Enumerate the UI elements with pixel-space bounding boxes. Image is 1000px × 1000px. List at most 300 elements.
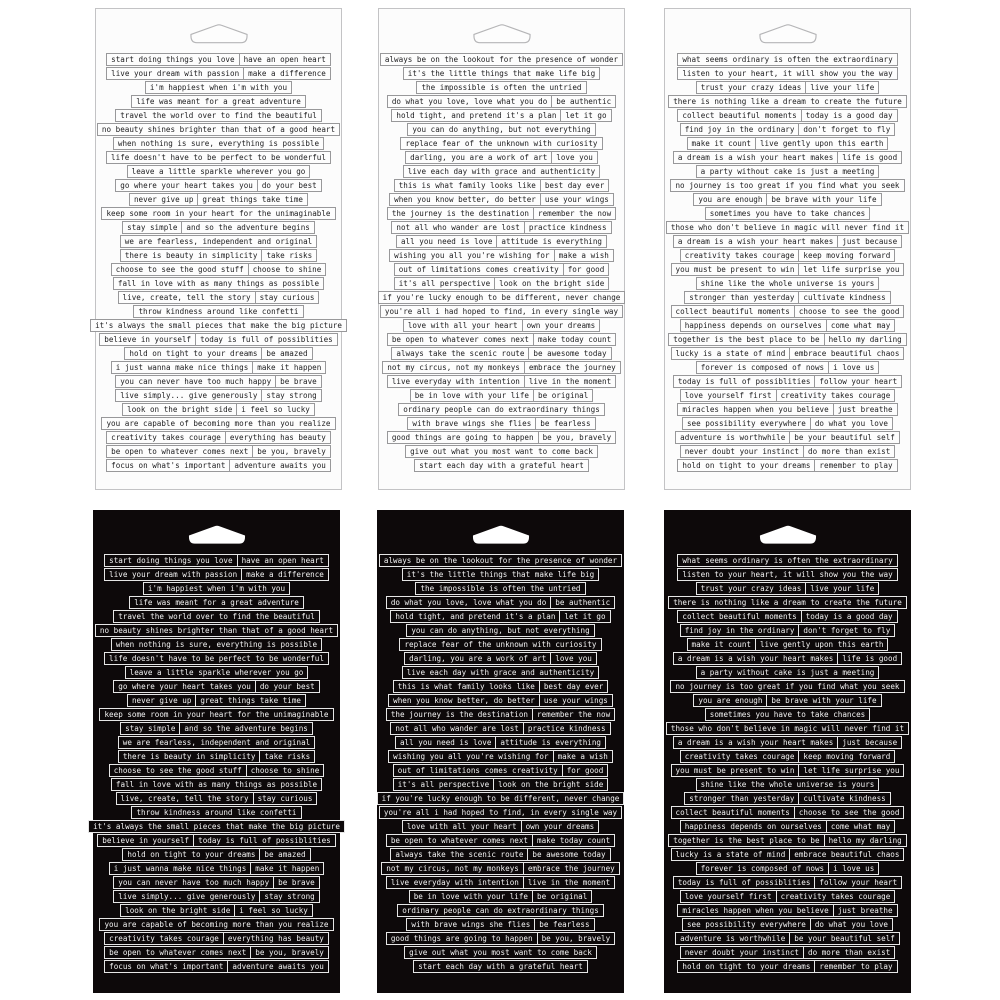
phrase-sticker: stay curious	[253, 792, 318, 805]
phrase-row	[664, 820, 911, 833]
phrase-row	[664, 946, 911, 959]
phrase-row	[379, 67, 624, 80]
phrase-row	[377, 638, 624, 651]
phrase-row	[96, 249, 341, 262]
phrase-sticker: it's the little things that make life big	[402, 568, 599, 581]
phrase-row	[93, 652, 340, 665]
phrase-row	[93, 876, 340, 889]
phrase-row	[664, 582, 911, 595]
phrase-sticker: live in the moment	[523, 876, 615, 889]
phrase-sticker: we are fearless, independent and original	[118, 736, 315, 749]
phrase-sticker: believe in yourself	[99, 333, 196, 346]
phrase-sticker: stay strong	[261, 389, 321, 402]
phrase-sticker: follow your heart	[814, 876, 902, 889]
euro-slot-hang-hole-icon	[188, 523, 246, 545]
phrase-sticker: be awesome today	[528, 347, 611, 360]
phrase-sticker: there is beauty in simplicity	[118, 750, 261, 763]
phrase-row	[93, 946, 340, 959]
phrase-sticker: collect beautiful moments	[677, 109, 801, 122]
phrase-sticker: you are enough	[693, 694, 767, 707]
phrase-row	[664, 792, 911, 805]
phrase-row	[664, 666, 911, 679]
phrase-row	[665, 361, 910, 374]
phrase-row	[96, 53, 341, 66]
phrase-row	[377, 554, 624, 567]
phrase-sticker: stay strong	[259, 890, 319, 903]
phrase-sticker: today is full of possiblities	[193, 834, 336, 847]
phrase-sticker: collect beautiful moments	[677, 610, 801, 623]
phrase-row	[96, 361, 341, 374]
phrase-row	[379, 389, 624, 402]
phrase-sticker: look on the bright side	[120, 904, 235, 917]
phrase-sticker: miracles happen when you believe	[677, 904, 833, 917]
sticker-sheet-black-3	[664, 510, 911, 993]
phrase-row	[665, 277, 910, 290]
phrase-sticker: forever is composed of nows	[696, 862, 829, 875]
phrase-sticker: be awesome today	[527, 848, 610, 861]
phrase-sticker: you're all i had hoped to find, in every single way	[380, 305, 623, 318]
phrase-row	[664, 652, 911, 665]
euro-slot-hang-hole-icon	[759, 22, 817, 44]
phrase-row	[379, 305, 624, 318]
phrase-sticker: it's always the small pieces that make the big picture	[90, 319, 347, 332]
phrase-sticker: be brave	[273, 876, 320, 889]
phrase-sticker: be open to whatever comes next	[104, 946, 251, 959]
phrase-sticker: there is nothing like a dream to create the future	[668, 596, 907, 609]
phrase-row	[377, 918, 624, 931]
phrase-row	[96, 109, 341, 122]
phrase-sticker: you can do anything, but not everything	[406, 624, 594, 637]
phrase-sticker: not all who wander are lost	[391, 221, 524, 234]
phrase-sticker: embrace beautiful chaos	[789, 347, 904, 360]
phrase-sticker: for good	[562, 764, 609, 777]
phrase-sticker: it's all perspective	[394, 277, 495, 290]
phrase-sticker: make it count	[687, 137, 756, 150]
euro-slot-hang-hole-icon	[472, 523, 530, 545]
phrase-row	[377, 722, 624, 735]
phrase-sticker: be in love with your life	[410, 389, 534, 402]
phrase-row	[379, 207, 624, 220]
phrase-sticker: just because	[837, 736, 902, 749]
phrase-row	[665, 389, 910, 402]
phrase-sticker: today is a good day	[801, 109, 898, 122]
phrase-row	[377, 596, 624, 609]
phrase-sticker: be you, bravely	[538, 431, 617, 444]
euro-slot-hang-hole-icon	[190, 22, 248, 44]
phrase-sticker: live simply... give generously	[115, 389, 262, 402]
phrase-row	[377, 862, 624, 875]
phrase-row	[96, 333, 341, 346]
phrase-sticker: hold tight, and pretend it's a plan	[391, 109, 561, 122]
phrase-row	[96, 165, 341, 178]
phrase-sticker: choose to see the good stuff	[111, 263, 249, 276]
phrase-row	[379, 263, 624, 276]
phrase-sticker: collect beautiful moments	[671, 305, 795, 318]
phrase-row	[665, 291, 910, 304]
phrase-row	[664, 708, 911, 721]
phrase-rows	[665, 44, 910, 472]
phrase-sticker: if you're lucky enough to be different, never change	[378, 291, 626, 304]
phrase-sticker: just breathe	[833, 403, 898, 416]
phrase-sticker: what seems ordinary is often the extraordinary	[677, 53, 897, 66]
phrase-row	[93, 610, 340, 623]
euro-slot-hang-hole-icon	[473, 22, 531, 44]
phrase-sticker: everything has beauty	[225, 431, 331, 444]
phrase-row	[664, 848, 911, 861]
phrase-sticker: adventure awaits you	[227, 960, 328, 973]
phrase-row	[664, 694, 911, 707]
phrase-sticker: out of limitations comes creativity	[394, 263, 564, 276]
phrase-sticker: lucky is a state of mind	[671, 848, 791, 861]
phrase-row	[379, 235, 624, 248]
phrase-sticker: listen to your heart, it will show you the way	[677, 568, 897, 581]
phrase-sticker: look on the bright side	[494, 277, 609, 290]
phrase-sticker: life is good	[837, 151, 902, 164]
phrase-row	[379, 333, 624, 346]
phrase-row	[93, 820, 340, 833]
phrase-sticker: live each day with grace and authenticity	[403, 165, 600, 178]
phrase-sticker: do what you love, love what you do	[386, 596, 551, 609]
phrase-sticker: a party without cake is just a meeting	[696, 165, 880, 178]
phrase-sticker: choose to shine	[248, 263, 327, 276]
phrase-rows	[96, 44, 341, 472]
phrase-row	[664, 610, 911, 623]
phrase-sticker: with brave wings she flies	[406, 918, 535, 931]
phrase-sticker: i'm happiest when i'm with you	[143, 582, 290, 595]
phrase-sticker: use your wings	[539, 694, 613, 707]
phrase-row	[379, 137, 624, 150]
phrase-row	[96, 193, 341, 206]
phrase-sticker: focus on what's important	[106, 459, 230, 472]
phrase-sticker: you are enough	[693, 193, 767, 206]
phrase-rows	[379, 44, 624, 472]
phrase-row	[96, 95, 341, 108]
phrase-row	[96, 137, 341, 150]
phrase-sticker: when you know better, do better	[388, 694, 540, 707]
phrase-row	[664, 960, 911, 973]
euro-slot-hang-hole-icon	[759, 523, 817, 545]
phrase-sticker: do more than exist	[803, 946, 895, 959]
phrase-row	[665, 235, 910, 248]
phrase-row	[664, 722, 911, 735]
phrase-sticker: the impossible is often the untried	[416, 81, 586, 94]
phrase-sticker: no beauty shines brighter than that of a good heart	[97, 123, 340, 136]
phrase-row	[93, 778, 340, 791]
phrase-row	[379, 403, 624, 416]
phrase-sticker: leave a little sparkle wherever you go	[127, 165, 311, 178]
phrase-row	[93, 890, 340, 903]
phrase-sticker: life was meant for a great adventure	[131, 95, 306, 108]
phrase-sticker: out of limitations comes creativity	[393, 764, 563, 777]
phrase-row	[377, 820, 624, 833]
phrase-sticker: have an open heart	[239, 53, 331, 66]
phrase-sticker: happiness depends on ourselves	[680, 319, 827, 332]
phrase-sticker: don't forget to fly	[798, 624, 895, 637]
phrase-row	[665, 431, 910, 444]
phrase-sticker: just because	[837, 235, 902, 248]
phrase-sticker: life doesn't have to be perfect to be wonderful	[106, 151, 331, 164]
phrase-sticker: be brave with your life	[766, 193, 881, 206]
phrase-row	[664, 862, 911, 875]
phrase-row	[664, 932, 911, 945]
phrase-sticker: best day ever	[539, 680, 608, 693]
phrase-row	[379, 165, 624, 178]
phrase-row	[379, 445, 624, 458]
phrase-row	[664, 624, 911, 637]
phrase-sticker: be your beautiful self	[789, 932, 900, 945]
phrase-sticker: for good	[563, 263, 610, 276]
phrase-sticker: shine like the whole universe is yours	[696, 277, 880, 290]
phrase-sticker: stronger than yesterday	[684, 291, 799, 304]
phrase-sticker: leave a little sparkle wherever you go	[125, 666, 309, 679]
phrase-row	[377, 904, 624, 917]
phrase-sticker: keep some room in your heart for the unimaginable	[99, 708, 333, 721]
phrase-sticker: use your wings	[540, 193, 614, 206]
phrase-row	[377, 736, 624, 749]
phrase-row	[96, 375, 341, 388]
phrase-sticker: do your best	[257, 179, 322, 192]
phrase-rows	[93, 545, 340, 973]
phrase-sticker: come what may	[826, 820, 895, 833]
phrase-row	[377, 806, 624, 819]
phrase-sticker: follow your heart	[814, 375, 902, 388]
phrase-sticker: make a difference	[241, 568, 329, 581]
phrase-row	[93, 568, 340, 581]
phrase-sticker: no journey is too great if you find what you seek	[670, 179, 904, 192]
phrase-row	[664, 596, 911, 609]
phrase-row	[379, 417, 624, 430]
phrase-sticker: the impossible is often the untried	[415, 582, 585, 595]
phrase-row	[665, 249, 910, 262]
phrase-sticker: never give up	[129, 193, 198, 206]
phrase-row	[664, 904, 911, 917]
phrase-sticker: choose to see the good	[794, 806, 905, 819]
phrase-row	[93, 694, 340, 707]
phrase-sticker: find joy in the ordinary	[680, 123, 800, 136]
phrase-row	[377, 876, 624, 889]
phrase-sticker: creativity takes courage	[104, 932, 224, 945]
phrase-sticker: all you need is love	[395, 736, 496, 749]
phrase-sticker: be you, bravely	[537, 932, 616, 945]
phrase-row	[377, 694, 624, 707]
phrase-row	[664, 568, 911, 581]
phrase-sticker: throw kindness around like confetti	[133, 305, 303, 318]
phrase-sticker: good things are going to happen	[386, 932, 538, 945]
phrase-sticker: live simply... give generously	[113, 890, 260, 903]
phrase-sticker: be authentic	[550, 596, 615, 609]
phrase-row	[665, 375, 910, 388]
phrase-sticker: find joy in the ordinary	[680, 624, 800, 637]
phrase-row	[96, 221, 341, 234]
phrase-row	[665, 445, 910, 458]
phrase-row	[93, 638, 340, 651]
phrase-row	[377, 834, 624, 847]
phrase-row	[93, 764, 340, 777]
phrase-row	[665, 347, 910, 360]
phrase-sticker: practice kindness	[523, 722, 611, 735]
phrase-sticker: be amazed	[261, 347, 312, 360]
phrase-sticker: see possibility everywhere	[682, 918, 811, 931]
phrase-sticker: be fearless	[534, 918, 594, 931]
phrase-row	[664, 554, 911, 567]
phrase-sticker: hello my darling	[824, 834, 907, 847]
phrase-sticker: stay simple	[122, 221, 182, 234]
phrase-sticker: cultivate kindness	[798, 291, 890, 304]
phrase-sticker: hold on tight to your dreams	[122, 848, 260, 861]
phrase-row	[665, 179, 910, 192]
phrase-row	[96, 151, 341, 164]
phrase-row	[379, 375, 624, 388]
phrase-sticker: live your dream with passion	[106, 67, 244, 80]
phrase-sticker: darling, you are a work of art	[405, 151, 552, 164]
phrase-row	[96, 291, 341, 304]
phrase-sticker: remember to play	[814, 960, 897, 973]
phrase-sticker: remember the now	[532, 708, 615, 721]
phrase-sticker: the journey is the destination	[387, 207, 534, 220]
phrase-sticker: never doubt your instinct	[680, 946, 804, 959]
phrase-row	[93, 834, 340, 847]
phrase-sticker: sometimes you have to take chances	[705, 708, 870, 721]
phrase-sticker: you must be present to win	[671, 764, 800, 777]
phrase-sticker: have an open heart	[237, 554, 329, 567]
phrase-sticker: see possibility everywhere	[682, 417, 811, 430]
phrase-row	[93, 904, 340, 917]
phrase-sticker: be open to whatever comes next	[106, 445, 253, 458]
phrase-sticker: sometimes you have to take chances	[705, 207, 870, 220]
phrase-row	[93, 960, 340, 973]
phrase-row	[93, 750, 340, 763]
phrase-sticker: life was meant for a great adventure	[129, 596, 304, 609]
phrase-sticker: it's the little things that make life big	[403, 67, 600, 80]
phrase-sticker: look on the bright side	[493, 778, 608, 791]
phrase-sticker: give out what you most want to come back	[404, 946, 597, 959]
phrase-row	[96, 67, 341, 80]
phrase-row	[664, 890, 911, 903]
phrase-sticker: always take the scenic route	[391, 347, 529, 360]
phrase-sticker: wishing you all you're wishing for	[389, 249, 554, 262]
phrase-sticker: i just wanna make nice things	[111, 361, 254, 374]
phrase-sticker: ordinary people can do extraordinary things	[397, 904, 604, 917]
phrase-sticker: replace fear of the unknown with curiosity	[400, 137, 602, 150]
phrase-sticker: love yourself first	[680, 389, 777, 402]
phrase-sticker: great things take time	[197, 193, 308, 206]
phrase-sticker: darling, you are a work of art	[404, 652, 551, 665]
phrase-sticker: we are fearless, independent and original	[120, 235, 317, 248]
phrase-row	[96, 431, 341, 444]
phrase-row	[665, 151, 910, 164]
phrase-row	[379, 109, 624, 122]
phrase-sticker: great things take time	[195, 694, 306, 707]
phrase-sticker: make it happen	[252, 361, 326, 374]
phrase-sticker: there is nothing like a dream to create the future	[668, 95, 907, 108]
phrase-sticker: hello my darling	[824, 333, 907, 346]
phrase-sticker: a dream is a wish your heart makes	[673, 736, 838, 749]
phrase-row	[377, 792, 624, 805]
phrase-row	[379, 123, 624, 136]
phrase-sticker: i love us	[828, 361, 879, 374]
phrase-row	[665, 221, 910, 234]
phrase-row	[377, 610, 624, 623]
phrase-sticker: life is good	[837, 652, 902, 665]
phrase-row	[93, 806, 340, 819]
phrase-sticker: be original	[532, 890, 592, 903]
phrase-row	[96, 263, 341, 276]
phrase-sticker: it's all perspective	[393, 778, 494, 791]
phrase-sticker: practice kindness	[524, 221, 612, 234]
phrase-sticker: hold tight, and pretend it's a plan	[390, 610, 560, 623]
phrase-sticker: cultivate kindness	[798, 792, 890, 805]
phrase-sticker: give out what you most want to come back	[405, 445, 598, 458]
phrase-row	[377, 708, 624, 721]
phrase-row	[664, 778, 911, 791]
phrase-row	[379, 291, 624, 304]
phrase-sticker: be brave	[275, 375, 322, 388]
phrase-row	[665, 123, 910, 136]
phrase-row	[93, 918, 340, 931]
phrase-sticker: no journey is too great if you find what you seek	[670, 680, 904, 693]
phrase-sticker: embrace beautiful chaos	[789, 848, 904, 861]
phrase-row	[93, 792, 340, 805]
phrase-sticker: best day ever	[540, 179, 609, 192]
phrase-row	[93, 708, 340, 721]
phrase-sticker: never give up	[127, 694, 196, 707]
phrase-row	[96, 459, 341, 472]
phrase-row	[377, 764, 624, 777]
phrase-row	[93, 736, 340, 749]
phrase-sticker: live your dream with passion	[104, 568, 242, 581]
phrase-row	[377, 778, 624, 791]
phrase-sticker: creativity takes courage	[776, 389, 896, 402]
phrase-sticker: go where your heart takes you	[113, 680, 256, 693]
phrase-sticker: you are capable of becoming more than you realize	[101, 417, 335, 430]
phrase-sticker: wishing you all you're wishing for	[388, 750, 553, 763]
phrase-row	[377, 624, 624, 637]
phrase-row	[377, 750, 624, 763]
phrase-sticker: choose to shine	[246, 764, 325, 777]
phrase-sticker: embrace the journey	[524, 361, 621, 374]
phrase-sticker: a party without cake is just a meeting	[696, 666, 880, 679]
phrase-sticker: choose to see the good	[794, 305, 905, 318]
phrase-sticker: together is the best place to be	[668, 333, 824, 346]
phrase-sticker: together is the best place to be	[668, 834, 824, 847]
phrase-row	[96, 123, 341, 136]
phrase-sticker: keep moving forward	[798, 750, 895, 763]
phrase-sticker: shine like the whole universe is yours	[696, 778, 880, 791]
phrase-row	[96, 445, 341, 458]
phrase-sticker: when you know better, do better	[389, 193, 541, 206]
phrase-sticker: make today count	[533, 333, 616, 346]
phrase-row	[664, 918, 911, 931]
phrase-sticker: come what may	[826, 319, 895, 332]
phrase-sticker: take risks	[259, 750, 315, 763]
phrase-row	[379, 53, 624, 66]
phrase-sticker: stay curious	[255, 291, 320, 304]
phrase-sticker: today is full of possiblities	[673, 375, 816, 388]
phrase-row	[93, 596, 340, 609]
phrase-sticker: do what you love	[810, 417, 893, 430]
phrase-sticker: today is full of possiblities	[195, 333, 338, 346]
phrase-sticker: hold on tight to your dreams	[677, 960, 815, 973]
phrase-sticker: love with all your heart	[403, 319, 523, 332]
phrase-sticker: miracles happen when you believe	[677, 403, 833, 416]
phrase-row	[377, 666, 624, 679]
phrase-sticker: be your beautiful self	[789, 431, 900, 444]
phrase-sticker: you are capable of becoming more than you realize	[99, 918, 333, 931]
phrase-sticker: listen to your heart, it will show you the way	[677, 67, 897, 80]
phrase-row	[665, 333, 910, 346]
phrase-row	[96, 347, 341, 360]
phrase-sticker: forever is composed of nows	[696, 361, 829, 374]
